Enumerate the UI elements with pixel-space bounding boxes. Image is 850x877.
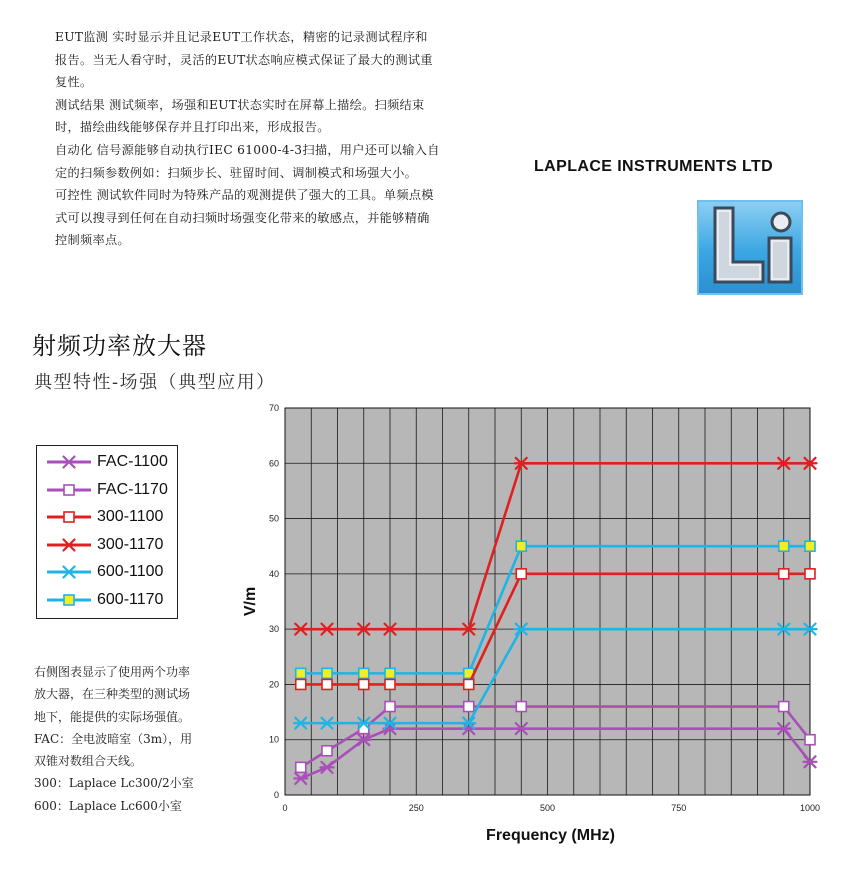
legend-item	[45, 507, 163, 527]
x-tick-label: 1000	[799, 803, 821, 813]
grid-lines	[285, 408, 810, 795]
legend-swatch	[45, 590, 93, 610]
data-point	[516, 541, 526, 551]
data-point	[296, 762, 306, 772]
data-point	[805, 569, 815, 579]
x-tick-label: 0	[282, 803, 288, 813]
note-line: 300：Laplace Lc300/2小室	[34, 776, 194, 791]
note-line: 600：Laplace Lc600小室	[34, 798, 182, 813]
y-axis-label: V/m	[242, 586, 259, 617]
data-point	[385, 702, 395, 712]
intro-paragraph-results: 测试结果 测试频率，场强和EUT状态实时在屏幕上描绘。扫频结束时，描绘曲线能够保存并且打印出来，形成报告。	[55, 97, 425, 135]
data-point	[322, 668, 332, 678]
x-tick-label: 750	[671, 803, 687, 813]
chart-legend	[36, 445, 178, 619]
legend-label: 300-1170	[97, 535, 164, 553]
data-point	[322, 746, 332, 756]
field-strength-chart	[232, 390, 832, 850]
legend-swatch-marker	[63, 567, 76, 578]
y-tick-label: 0	[273, 790, 279, 800]
page-subtitle: 典型特性-场强（典型应用）	[34, 372, 276, 393]
y-tick-label: 70	[268, 403, 279, 413]
laplace-li-logo-icon	[697, 200, 803, 295]
page-title: 射频功率放大器	[32, 332, 207, 360]
y-tick-label: 10	[268, 734, 279, 745]
data-point	[296, 679, 306, 689]
data-point	[805, 735, 815, 745]
legend-swatch	[45, 507, 93, 527]
data-point	[805, 541, 815, 551]
data-point	[385, 679, 395, 689]
y-tick-label: 30	[268, 624, 279, 635]
note-line: 右侧图表显示了使用两个功率	[34, 665, 191, 679]
y-tick-label: 40	[268, 568, 279, 579]
laplace-logo	[697, 200, 803, 295]
data-point	[779, 702, 789, 712]
legend-swatch	[45, 535, 93, 555]
note-line: FAC：全电波暗室（3m），用	[34, 731, 193, 746]
note-line: 地下，能提供的实际场强值。	[34, 709, 191, 724]
company-name: LAPLACE INSTRUMENTS LTD	[534, 158, 774, 175]
legend-label: 600-1170	[97, 591, 164, 608]
data-point	[359, 679, 369, 689]
legend-label: 600-1100	[97, 563, 164, 581]
legend-label: 300-1100	[97, 508, 164, 526]
data-point	[516, 702, 526, 712]
data-point	[359, 668, 369, 678]
data-point	[516, 569, 526, 579]
legend-swatch-marker	[63, 539, 76, 550]
x-tick-label: 250	[408, 803, 424, 813]
data-point	[385, 668, 395, 678]
intro-text	[55, 26, 440, 252]
legend-item	[45, 535, 163, 555]
legend-item	[45, 562, 163, 582]
data-point	[296, 668, 306, 678]
legend-label: FAC-1100	[97, 453, 168, 470]
data-point	[464, 679, 474, 689]
legend-swatch-marker	[64, 595, 74, 605]
legend-item	[45, 590, 163, 610]
legend-swatch	[45, 562, 93, 582]
data-point	[779, 569, 789, 579]
intro-paragraph-control: 可控性 测试软件同时为特殊产品的观测提供了强大的工具。单频点模式可以搜寻到任何在自动扫频时场强变化带来的敏感点，并能够精确控制频率点。	[55, 188, 434, 248]
y-tick-label: 20	[268, 679, 279, 690]
legend-label: FAC-1170	[97, 480, 168, 498]
data-point	[464, 702, 474, 712]
chart-note	[34, 661, 264, 817]
legend-swatch-marker	[64, 512, 74, 522]
legend-item	[45, 480, 168, 500]
data-point	[779, 541, 789, 551]
y-tick-label: 50	[268, 513, 279, 524]
legend-swatch-marker	[63, 457, 76, 468]
intro-paragraph-eut: EUT监测 实时显示并且记录EUT工作状态，精密的记录测试程序和报告。当无人看守时，灵活的EUT状态响应模式保证了最大的测试重复性。	[55, 30, 433, 90]
x-tick-label: 500	[539, 803, 556, 813]
x-axis-label: Frequency (MHz)	[486, 827, 615, 844]
note-line: 双锥对数组合天线。	[34, 754, 143, 769]
legend-swatch	[45, 480, 93, 500]
legend-item	[45, 452, 168, 472]
note-line: 放大器，在三种类型的测试场	[34, 687, 191, 702]
y-tick-label: 60	[268, 458, 279, 469]
legend-swatch-marker	[64, 485, 74, 495]
data-point	[322, 679, 332, 689]
intro-paragraph-automation: 自动化 信号源能够自动执行IEC 61000-4-3扫描，用户还可以输入自定的扫频参数例如：扫频步长、驻留时间、调制模式和场强大小。	[55, 142, 440, 180]
legend-swatch	[45, 452, 93, 472]
